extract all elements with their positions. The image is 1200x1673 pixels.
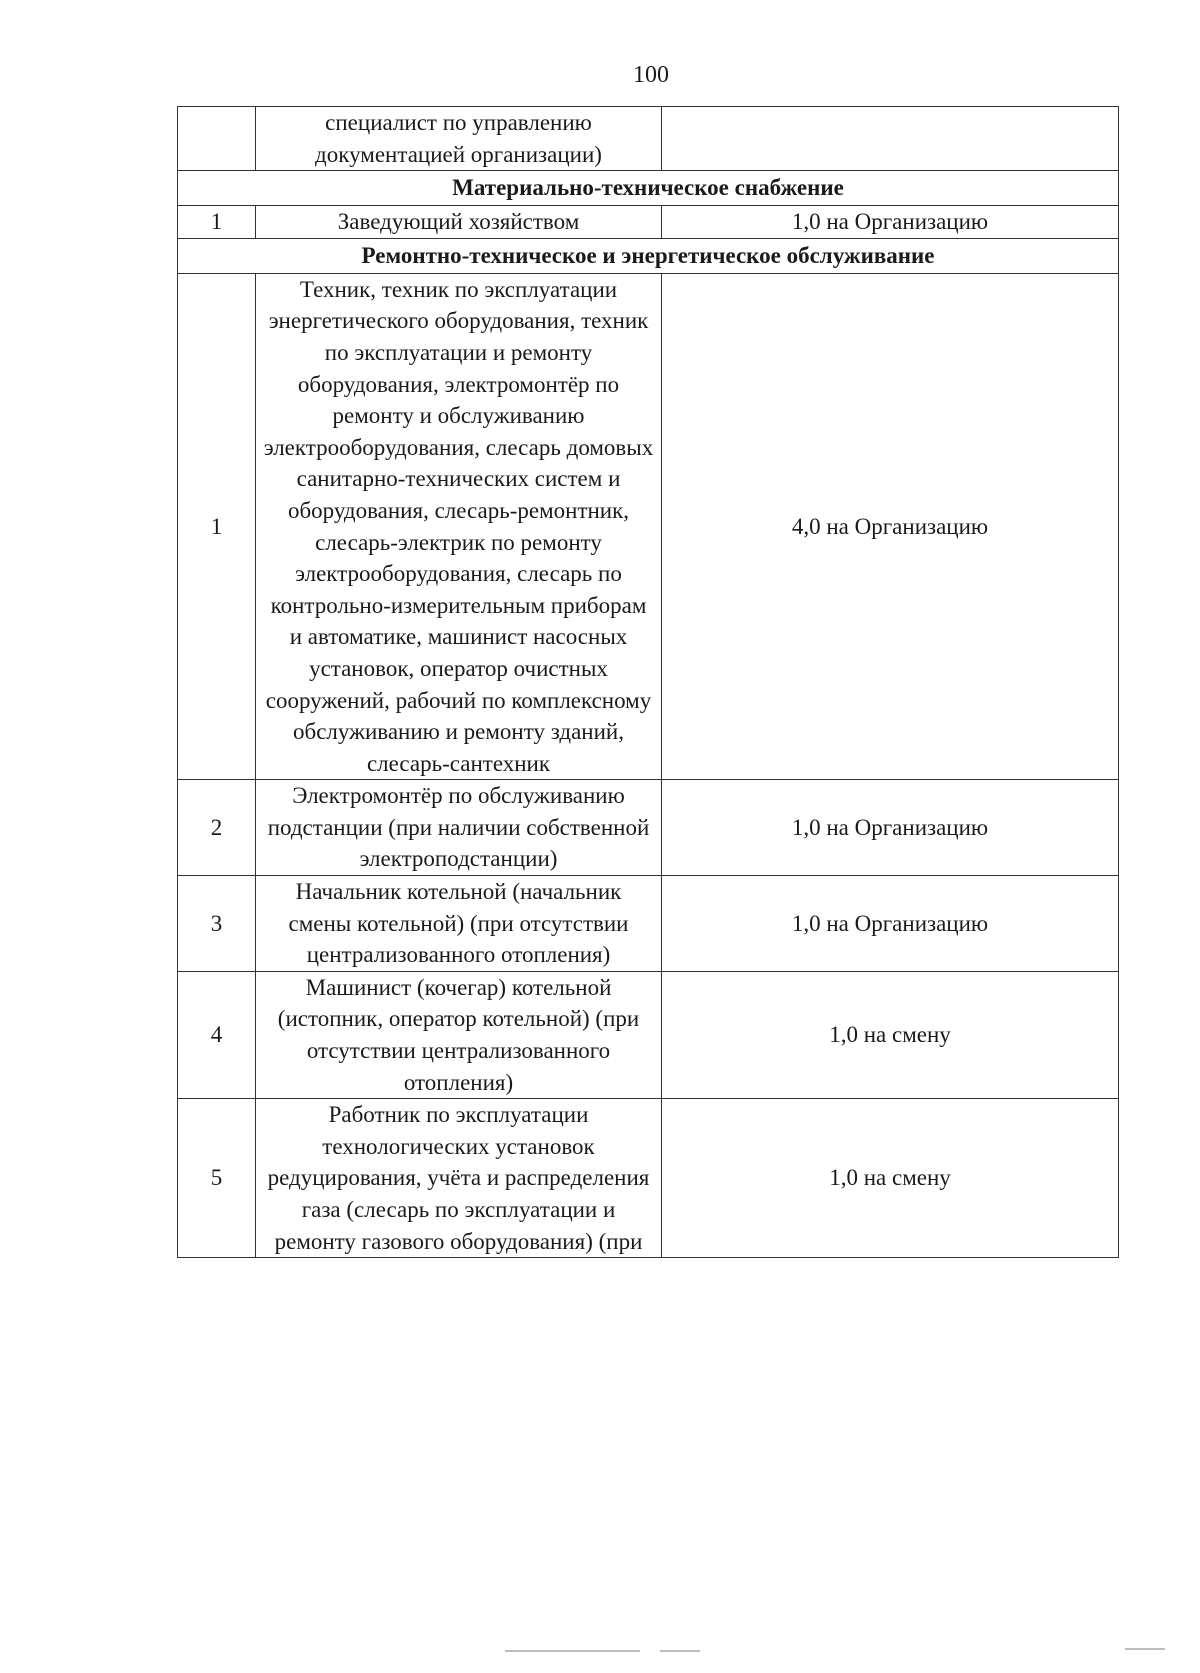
scan-artifacts xyxy=(0,1650,1200,1656)
row-number: 3 xyxy=(178,876,256,972)
position-cell xyxy=(256,876,662,972)
position-text: Заведующий хозяйством xyxy=(337,209,580,235)
position-cell xyxy=(256,1099,662,1258)
staffing-table xyxy=(177,106,1119,1258)
position-cell xyxy=(256,107,662,171)
scan-mark xyxy=(660,1650,700,1652)
row-number xyxy=(178,107,256,171)
position-text: Работник по эксплуатации технологических установок редуцирования, учёта и распределения газа (слесарь по эксплуатации и ремонту газового оборудования) (при xyxy=(267,1102,650,1254)
row-number: 5 xyxy=(178,1099,256,1258)
norm-cell xyxy=(662,107,1119,171)
table-row xyxy=(178,273,1119,780)
table-row xyxy=(178,206,1119,239)
table-row xyxy=(178,780,1119,876)
page-number: 100 xyxy=(633,62,669,88)
table-row xyxy=(178,1099,1119,1258)
row-number: 1 xyxy=(178,273,256,780)
section-title: Материально-техническое снабжение xyxy=(178,171,1119,206)
position-cell xyxy=(256,206,662,239)
row-number: 1 xyxy=(178,206,256,239)
norm-cell: 1,0 на Организацию xyxy=(662,780,1119,876)
norm-cell: 1,0 на Организацию xyxy=(662,876,1119,972)
norm-cell: 4,0 на Организацию xyxy=(662,273,1119,780)
position-text: Техник, техник по эксплуатации энергетического оборудования, техник по эксплуатации и ремонту оборудования, электромонтёр по ремонту и обслуживанию электрооборудования, слесарь домовых санитарно-технических систем и оборудования, слесарь-ремонтник, слесарь-электрик по ремонту электрооборудования, слесарь по контрольно-измерительным приборам и автоматике, машинист насосных установок, оператор очистных сооружений, рабочий по комплексному обслуживанию и ремонту зданий, слесарь-сантехник xyxy=(263,276,654,776)
row-number: 2 xyxy=(178,780,256,876)
section-header-row xyxy=(178,238,1119,273)
section-title: Ремонтно-техническое и энергетическое обслуживание xyxy=(178,238,1119,273)
norm-cell: 1,0 на смену xyxy=(662,1099,1119,1258)
position-text: Электромонтёр по обслуживанию подстанции (при наличии собственной электроподстанции) xyxy=(267,783,650,872)
position-text: специалист по управлению документацией организации) xyxy=(315,110,602,167)
row-number: 4 xyxy=(178,971,256,1098)
table-row xyxy=(178,971,1119,1098)
norm-cell: 1,0 на Организацию xyxy=(662,206,1119,239)
scan-mark xyxy=(505,1650,640,1652)
position-text: Машинист (кочегар) котельной (истопник, оператор котельной) (при отсутствии централизованного отопления) xyxy=(277,974,640,1095)
position-cell xyxy=(256,780,662,876)
section-header-row xyxy=(178,171,1119,206)
position-cell xyxy=(256,971,662,1098)
position-cell xyxy=(256,273,662,780)
norm-cell: 1,0 на смену xyxy=(662,971,1119,1098)
table-row xyxy=(178,107,1119,171)
table-row xyxy=(178,876,1119,972)
position-text: Начальник котельной (начальник смены котельной) (при отсутствии централизованного отопления) xyxy=(288,879,629,968)
scan-mark xyxy=(1125,1648,1165,1650)
